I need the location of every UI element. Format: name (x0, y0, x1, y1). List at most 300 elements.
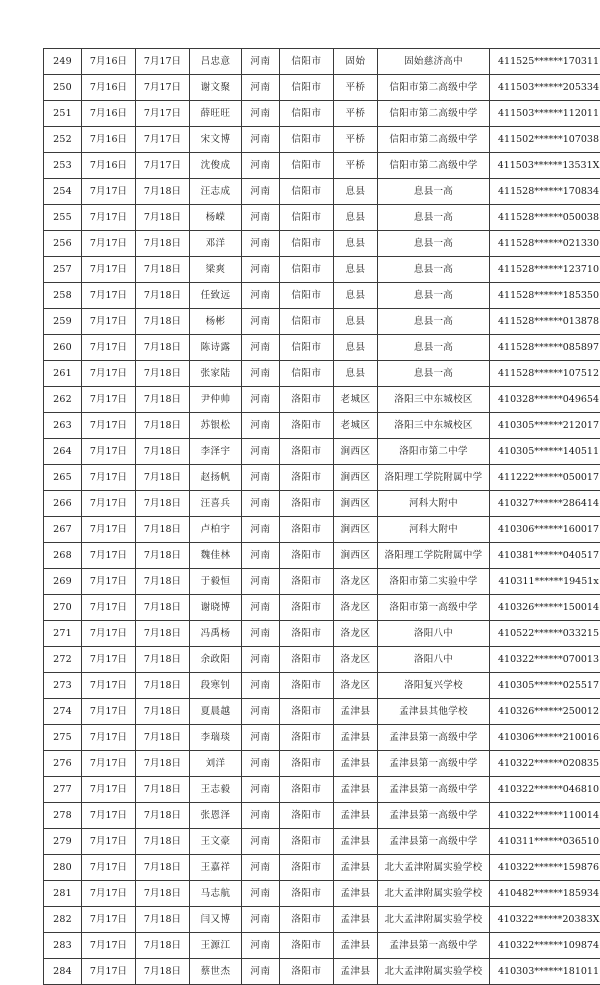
cell-index: 279 (44, 829, 82, 855)
cell-province: 河南 (242, 413, 280, 439)
cell-id-number: 411528******013878 (490, 309, 600, 335)
cell-index: 277 (44, 777, 82, 803)
cell-name: 王源江 (190, 933, 242, 959)
cell-school: 信阳市第二高级中学 (378, 127, 490, 153)
table-row (44, 725, 600, 751)
cell-date-from: 7月17日 (82, 725, 136, 751)
cell-id-number: 410303******181011 (490, 959, 600, 985)
cell-date-from: 7月17日 (82, 179, 136, 205)
table-row (44, 569, 600, 595)
cell-district: 息县 (334, 205, 378, 231)
cell-id-number: 410305******212017 (490, 413, 600, 439)
cell-index: 251 (44, 101, 82, 127)
cell-district: 涧西区 (334, 465, 378, 491)
cell-index: 269 (44, 569, 82, 595)
cell-date-to: 7月18日 (136, 543, 190, 569)
cell-district: 孟津县 (334, 777, 378, 803)
cell-school: 北大孟津附属实验学校 (378, 959, 490, 985)
cell-index: 276 (44, 751, 82, 777)
cell-province: 河南 (242, 517, 280, 543)
cell-name: 段寒钊 (190, 673, 242, 699)
cell-index: 260 (44, 335, 82, 361)
cell-name: 张家陆 (190, 361, 242, 387)
cell-province: 河南 (242, 387, 280, 413)
cell-name: 冯禹杨 (190, 621, 242, 647)
cell-province: 河南 (242, 231, 280, 257)
cell-city: 信阳市 (280, 75, 334, 101)
table-row (44, 361, 600, 387)
cell-date-from: 7月16日 (82, 49, 136, 75)
cell-date-from: 7月17日 (82, 829, 136, 855)
cell-district: 涧西区 (334, 517, 378, 543)
cell-province: 河南 (242, 127, 280, 153)
cell-index: 282 (44, 907, 82, 933)
cell-name: 于毅恒 (190, 569, 242, 595)
table-row (44, 803, 600, 829)
cell-district: 息县 (334, 283, 378, 309)
cell-index: 252 (44, 127, 82, 153)
cell-city: 信阳市 (280, 309, 334, 335)
cell-name: 梁爽 (190, 257, 242, 283)
cell-province: 河南 (242, 179, 280, 205)
cell-name: 魏佳林 (190, 543, 242, 569)
cell-index: 259 (44, 309, 82, 335)
cell-date-to: 7月18日 (136, 179, 190, 205)
cell-province: 河南 (242, 439, 280, 465)
cell-id-number: 410311******19451x (490, 569, 600, 595)
cell-name: 汪志成 (190, 179, 242, 205)
cell-city: 洛阳市 (280, 413, 334, 439)
cell-district: 孟津县 (334, 829, 378, 855)
cell-date-to: 7月18日 (136, 387, 190, 413)
cell-date-from: 7月17日 (82, 465, 136, 491)
cell-school: 信阳市第二高级中学 (378, 75, 490, 101)
table-row (44, 959, 600, 985)
cell-index: 268 (44, 543, 82, 569)
cell-district: 孟津县 (334, 881, 378, 907)
cell-city: 信阳市 (280, 335, 334, 361)
cell-school: 孟津县第一高级中学 (378, 777, 490, 803)
table-row (44, 751, 600, 777)
cell-date-from: 7月17日 (82, 283, 136, 309)
cell-city: 洛阳市 (280, 725, 334, 751)
cell-school: 洛阳三中东城校区 (378, 413, 490, 439)
cell-district: 洛龙区 (334, 673, 378, 699)
cell-date-to: 7月17日 (136, 127, 190, 153)
cell-date-from: 7月17日 (82, 387, 136, 413)
cell-id-number: 411528******107512 (490, 361, 600, 387)
cell-date-to: 7月18日 (136, 439, 190, 465)
cell-date-to: 7月17日 (136, 75, 190, 101)
cell-id-number: 411502******107038 (490, 127, 600, 153)
cell-name: 沈俊成 (190, 153, 242, 179)
cell-city: 洛阳市 (280, 855, 334, 881)
cell-district: 平桥 (334, 101, 378, 127)
cell-date-from: 7月17日 (82, 777, 136, 803)
cell-school: 孟津县第一高级中学 (378, 725, 490, 751)
cell-date-from: 7月17日 (82, 205, 136, 231)
cell-name: 宋文博 (190, 127, 242, 153)
cell-name: 刘洋 (190, 751, 242, 777)
cell-school: 信阳市第二高级中学 (378, 101, 490, 127)
table-row (44, 517, 600, 543)
cell-city: 洛阳市 (280, 439, 334, 465)
cell-province: 河南 (242, 647, 280, 673)
cell-id-number: 410322******070013 (490, 647, 600, 673)
cell-date-from: 7月17日 (82, 673, 136, 699)
cell-district: 孟津县 (334, 933, 378, 959)
cell-province: 河南 (242, 335, 280, 361)
cell-date-to: 7月18日 (136, 491, 190, 517)
cell-name: 蔡世杰 (190, 959, 242, 985)
cell-date-from: 7月17日 (82, 595, 136, 621)
cell-city: 洛阳市 (280, 517, 334, 543)
cell-index: 278 (44, 803, 82, 829)
cell-district: 孟津县 (334, 959, 378, 985)
cell-date-from: 7月17日 (82, 309, 136, 335)
cell-city: 信阳市 (280, 361, 334, 387)
cell-city: 信阳市 (280, 283, 334, 309)
cell-index: 273 (44, 673, 82, 699)
cell-district: 息县 (334, 231, 378, 257)
cell-name: 尹仲帅 (190, 387, 242, 413)
table-row (44, 335, 600, 361)
cell-district: 孟津县 (334, 725, 378, 751)
cell-index: 262 (44, 387, 82, 413)
table-row (44, 75, 600, 101)
cell-date-to: 7月18日 (136, 465, 190, 491)
cell-index: 265 (44, 465, 82, 491)
cell-date-from: 7月17日 (82, 257, 136, 283)
cell-date-from: 7月17日 (82, 413, 136, 439)
cell-date-to: 7月18日 (136, 621, 190, 647)
cell-date-to: 7月18日 (136, 257, 190, 283)
cell-date-from: 7月16日 (82, 101, 136, 127)
cell-city: 洛阳市 (280, 595, 334, 621)
cell-province: 河南 (242, 75, 280, 101)
cell-school: 息县一高 (378, 179, 490, 205)
cell-date-from: 7月17日 (82, 907, 136, 933)
table-row (44, 491, 600, 517)
cell-school: 固始慈济高中 (378, 49, 490, 75)
cell-district: 洛龙区 (334, 569, 378, 595)
cell-id-number: 410306******160017 (490, 517, 600, 543)
cell-province: 河南 (242, 699, 280, 725)
cell-id-number: 411222******050017 (490, 465, 600, 491)
cell-id-number: 410326******150014 (490, 595, 600, 621)
cell-city: 信阳市 (280, 49, 334, 75)
cell-index: 261 (44, 361, 82, 387)
cell-district: 涧西区 (334, 491, 378, 517)
table-row (44, 205, 600, 231)
cell-school: 洛阳三中东城校区 (378, 387, 490, 413)
cell-province: 河南 (242, 881, 280, 907)
cell-province: 河南 (242, 751, 280, 777)
table-row (44, 465, 600, 491)
cell-city: 信阳市 (280, 205, 334, 231)
cell-id-number: 410522******033215 (490, 621, 600, 647)
cell-school: 洛阳八中 (378, 647, 490, 673)
cell-index: 253 (44, 153, 82, 179)
cell-district: 老城区 (334, 387, 378, 413)
cell-id-number: 410482******185934 (490, 881, 600, 907)
cell-name: 夏晨越 (190, 699, 242, 725)
cell-city: 洛阳市 (280, 491, 334, 517)
table-row (44, 907, 600, 933)
cell-id-number: 411528******170834 (490, 179, 600, 205)
cell-school: 洛阳理工学院附属中学 (378, 465, 490, 491)
cell-province: 河南 (242, 855, 280, 881)
cell-id-number: 410322******159876 (490, 855, 600, 881)
cell-district: 涧西区 (334, 439, 378, 465)
cell-date-to: 7月18日 (136, 855, 190, 881)
cell-province: 河南 (242, 283, 280, 309)
cell-date-to: 7月17日 (136, 101, 190, 127)
cell-city: 洛阳市 (280, 959, 334, 985)
cell-date-to: 7月18日 (136, 413, 190, 439)
cell-district: 涧西区 (334, 543, 378, 569)
cell-name: 王志毅 (190, 777, 242, 803)
cell-name: 任致远 (190, 283, 242, 309)
cell-id-number: 410327******286414 (490, 491, 600, 517)
cell-province: 河南 (242, 933, 280, 959)
cell-id-number: 410322******020835 (490, 751, 600, 777)
cell-school: 息县一高 (378, 283, 490, 309)
cell-district: 平桥 (334, 127, 378, 153)
cell-name: 王嘉祥 (190, 855, 242, 881)
cell-id-number: 410381******040517 (490, 543, 600, 569)
cell-id-number: 410328******049654 (490, 387, 600, 413)
cell-id-number: 411528******085897 (490, 335, 600, 361)
table-row (44, 257, 600, 283)
cell-date-from: 7月17日 (82, 361, 136, 387)
cell-school: 洛阳市第二实验中学 (378, 569, 490, 595)
cell-date-to: 7月18日 (136, 725, 190, 751)
cell-school: 洛阳八中 (378, 621, 490, 647)
cell-date-from: 7月17日 (82, 569, 136, 595)
cell-date-from: 7月17日 (82, 881, 136, 907)
cell-date-from: 7月17日 (82, 335, 136, 361)
cell-district: 息县 (334, 257, 378, 283)
cell-province: 河南 (242, 569, 280, 595)
cell-date-to: 7月18日 (136, 933, 190, 959)
cell-date-from: 7月16日 (82, 153, 136, 179)
cell-index: 256 (44, 231, 82, 257)
cell-date-to: 7月17日 (136, 153, 190, 179)
cell-name: 卢柏宇 (190, 517, 242, 543)
cell-city: 洛阳市 (280, 673, 334, 699)
cell-id-number: 411503******13531X (490, 153, 600, 179)
table-row (44, 179, 600, 205)
cell-date-from: 7月17日 (82, 543, 136, 569)
cell-school: 洛阳市第一高级中学 (378, 595, 490, 621)
cell-date-from: 7月17日 (82, 751, 136, 777)
table-row (44, 231, 600, 257)
table-row (44, 595, 600, 621)
cell-date-to: 7月18日 (136, 647, 190, 673)
cell-name: 杨彬 (190, 309, 242, 335)
cell-school: 北大孟津附属实验学校 (378, 907, 490, 933)
cell-date-from: 7月17日 (82, 855, 136, 881)
cell-city: 洛阳市 (280, 933, 334, 959)
table-row (44, 413, 600, 439)
cell-district: 息县 (334, 179, 378, 205)
table-row (44, 855, 600, 881)
cell-index: 255 (44, 205, 82, 231)
table-row (44, 309, 600, 335)
cell-name: 李泽宇 (190, 439, 242, 465)
cell-date-from: 7月17日 (82, 517, 136, 543)
cell-city: 洛阳市 (280, 829, 334, 855)
cell-district: 孟津县 (334, 751, 378, 777)
roster-table (43, 48, 600, 985)
roster-table-container (43, 48, 557, 985)
cell-name: 邓洋 (190, 231, 242, 257)
cell-school: 孟津县第一高级中学 (378, 933, 490, 959)
cell-city: 洛阳市 (280, 881, 334, 907)
cell-id-number: 410326******250012 (490, 699, 600, 725)
cell-district: 平桥 (334, 153, 378, 179)
cell-province: 河南 (242, 959, 280, 985)
table-row (44, 543, 600, 569)
cell-province: 河南 (242, 491, 280, 517)
cell-district: 孟津县 (334, 855, 378, 881)
cell-school: 孟津县第一高级中学 (378, 829, 490, 855)
cell-province: 河南 (242, 205, 280, 231)
table-row (44, 387, 600, 413)
cell-date-to: 7月18日 (136, 907, 190, 933)
cell-date-from: 7月16日 (82, 127, 136, 153)
cell-name: 李瑞琰 (190, 725, 242, 751)
cell-school: 息县一高 (378, 231, 490, 257)
cell-province: 河南 (242, 361, 280, 387)
cell-province: 河南 (242, 257, 280, 283)
cell-date-to: 7月18日 (136, 231, 190, 257)
cell-index: 275 (44, 725, 82, 751)
cell-name: 谢文聚 (190, 75, 242, 101)
table-row (44, 933, 600, 959)
cell-date-to: 7月18日 (136, 517, 190, 543)
cell-name: 马志航 (190, 881, 242, 907)
cell-name: 赵扬帆 (190, 465, 242, 491)
cell-school: 息县一高 (378, 205, 490, 231)
cell-id-number: 410306******210016 (490, 725, 600, 751)
cell-index: 254 (44, 179, 82, 205)
cell-school: 息县一高 (378, 361, 490, 387)
cell-index: 271 (44, 621, 82, 647)
cell-school: 北大孟津附属实验学校 (378, 855, 490, 881)
cell-id-number: 411528******185350 (490, 283, 600, 309)
cell-city: 洛阳市 (280, 621, 334, 647)
cell-school: 河科大附中 (378, 491, 490, 517)
cell-school: 北大孟津附属实验学校 (378, 881, 490, 907)
cell-school: 洛阳复兴学校 (378, 673, 490, 699)
cell-district: 孟津县 (334, 699, 378, 725)
cell-district: 洛龙区 (334, 621, 378, 647)
cell-district: 平桥 (334, 75, 378, 101)
cell-name: 闫又博 (190, 907, 242, 933)
table-row (44, 673, 600, 699)
cell-date-to: 7月18日 (136, 335, 190, 361)
cell-school: 洛阳市第二中学 (378, 439, 490, 465)
table-row (44, 621, 600, 647)
cell-name: 吕忠意 (190, 49, 242, 75)
cell-index: 272 (44, 647, 82, 673)
cell-index: 284 (44, 959, 82, 985)
cell-name: 余政阳 (190, 647, 242, 673)
table-row (44, 647, 600, 673)
cell-date-from: 7月17日 (82, 439, 136, 465)
cell-date-from: 7月17日 (82, 647, 136, 673)
cell-province: 河南 (242, 829, 280, 855)
cell-province: 河南 (242, 673, 280, 699)
table-row (44, 153, 600, 179)
cell-name: 薛旺旺 (190, 101, 242, 127)
cell-date-to: 7月18日 (136, 881, 190, 907)
cell-id-number: 410311******036510 (490, 829, 600, 855)
cell-district: 息县 (334, 361, 378, 387)
cell-district: 息县 (334, 309, 378, 335)
cell-id-number: 410322******109874 (490, 933, 600, 959)
cell-name: 杨嵘 (190, 205, 242, 231)
table-row (44, 881, 600, 907)
cell-district: 洛龙区 (334, 595, 378, 621)
cell-province: 河南 (242, 49, 280, 75)
cell-city: 洛阳市 (280, 387, 334, 413)
cell-province: 河南 (242, 309, 280, 335)
cell-index: 267 (44, 517, 82, 543)
cell-index: 270 (44, 595, 82, 621)
cell-id-number: 410305******140511 (490, 439, 600, 465)
cell-index: 250 (44, 75, 82, 101)
cell-province: 河南 (242, 907, 280, 933)
cell-city: 信阳市 (280, 179, 334, 205)
cell-district: 孟津县 (334, 803, 378, 829)
cell-id-number: 411503******205334 (490, 75, 600, 101)
cell-date-to: 7月18日 (136, 595, 190, 621)
cell-date-from: 7月16日 (82, 75, 136, 101)
cell-index: 274 (44, 699, 82, 725)
cell-id-number: 411528******123710 (490, 257, 600, 283)
cell-date-to: 7月18日 (136, 569, 190, 595)
cell-city: 信阳市 (280, 127, 334, 153)
roster-table-body (44, 49, 600, 985)
cell-province: 河南 (242, 803, 280, 829)
cell-date-from: 7月17日 (82, 699, 136, 725)
table-row (44, 49, 600, 75)
cell-city: 信阳市 (280, 231, 334, 257)
cell-date-to: 7月18日 (136, 673, 190, 699)
cell-province: 河南 (242, 621, 280, 647)
cell-city: 洛阳市 (280, 803, 334, 829)
cell-school: 息县一高 (378, 309, 490, 335)
cell-date-from: 7月17日 (82, 933, 136, 959)
cell-province: 河南 (242, 595, 280, 621)
cell-school: 息县一高 (378, 335, 490, 361)
cell-district: 洛龙区 (334, 647, 378, 673)
cell-city: 信阳市 (280, 257, 334, 283)
cell-date-from: 7月17日 (82, 491, 136, 517)
cell-school: 洛阳理工学院附属中学 (378, 543, 490, 569)
cell-id-number: 411528******050038 (490, 205, 600, 231)
cell-district: 固始 (334, 49, 378, 75)
cell-city: 洛阳市 (280, 647, 334, 673)
cell-id-number: 411503******112011 (490, 101, 600, 127)
cell-city: 洛阳市 (280, 569, 334, 595)
cell-id-number: 410305******025517 (490, 673, 600, 699)
cell-name: 张恩泽 (190, 803, 242, 829)
cell-school: 孟津县第一高级中学 (378, 751, 490, 777)
